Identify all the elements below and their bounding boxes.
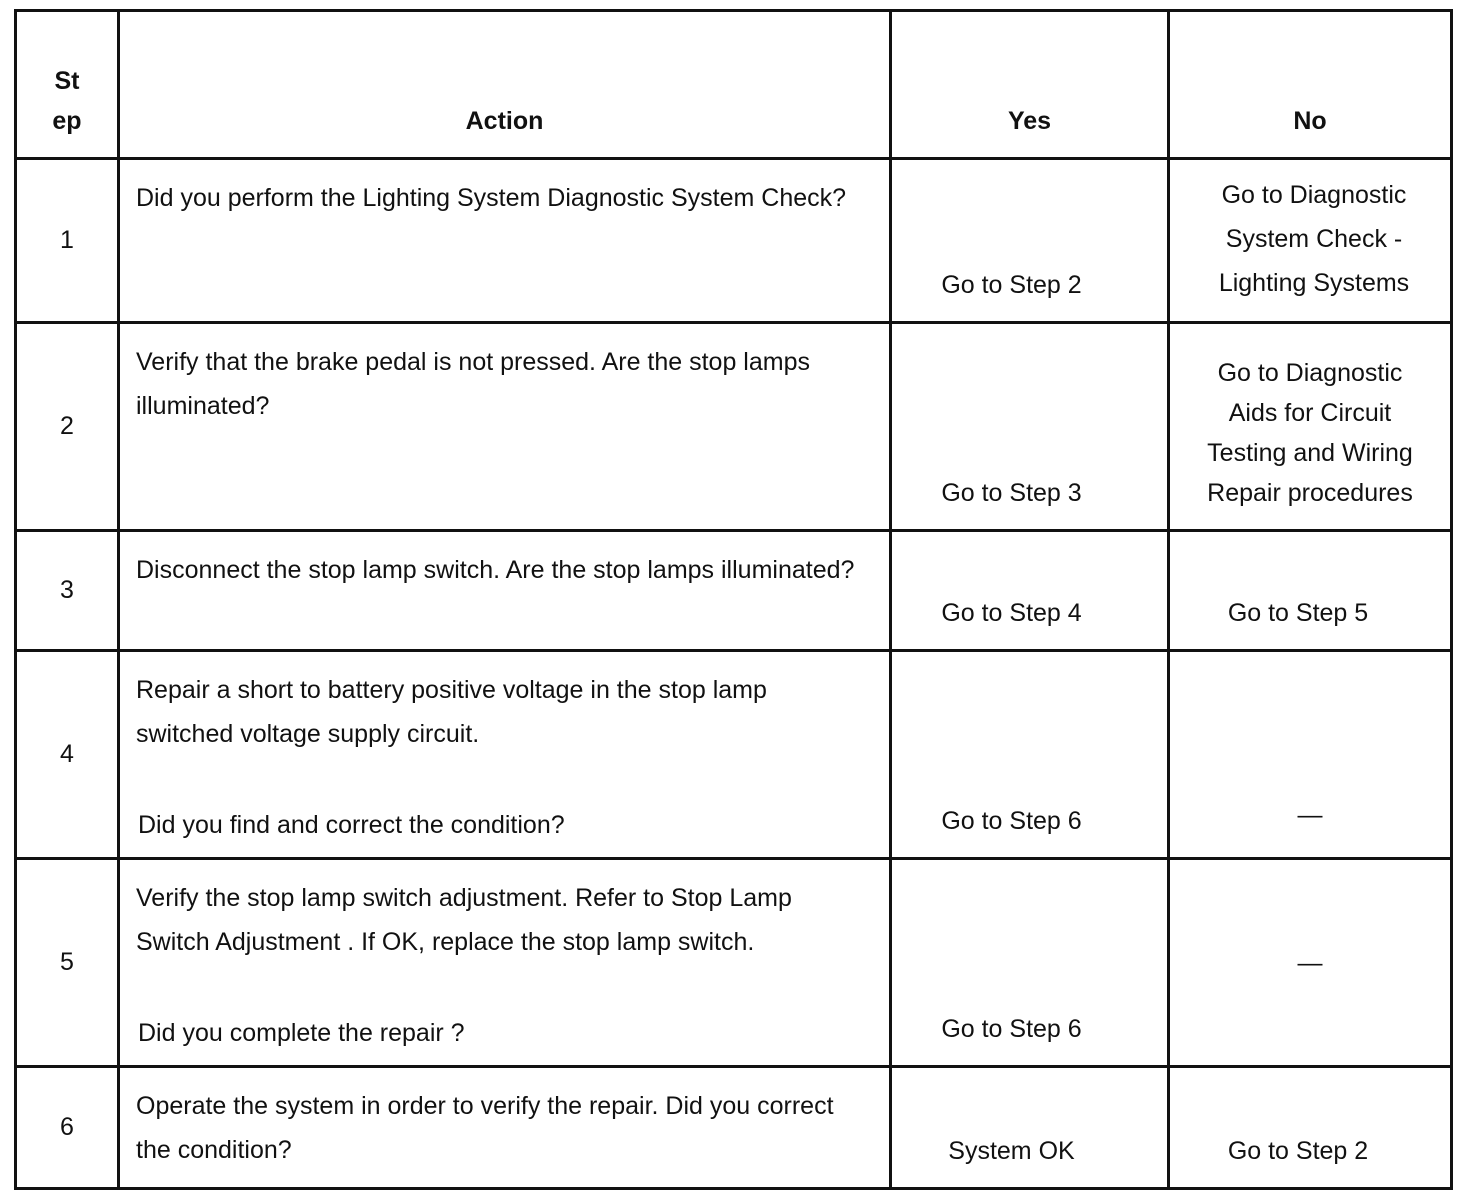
no-cell bbox=[1169, 651, 1452, 859]
yes-link[interactable]: Go to Step 6 bbox=[941, 807, 1082, 835]
action-cell bbox=[119, 531, 891, 651]
no-link[interactable] bbox=[1188, 173, 1440, 305]
table-row bbox=[16, 531, 1452, 651]
no-line: Lighting Systems bbox=[1218, 269, 1410, 297]
header-step-line1: St bbox=[54, 67, 80, 95]
no-cell bbox=[1169, 531, 1452, 651]
yes-link[interactable]: System OK bbox=[948, 1137, 1075, 1165]
step-number: 5 bbox=[16, 859, 119, 1067]
yes-link[interactable]: Go to Step 6 bbox=[941, 1015, 1082, 1043]
yes-cell bbox=[891, 159, 1169, 323]
yes-cell bbox=[891, 531, 1169, 651]
no-link[interactable]: Go to Step 2 bbox=[1227, 1137, 1369, 1165]
no-cell bbox=[1169, 159, 1452, 323]
no-cell bbox=[1169, 323, 1452, 531]
no-link[interactable]: Go to Step 5 bbox=[1227, 599, 1369, 627]
no-line: Testing and Wiring bbox=[1207, 439, 1413, 467]
yes-cell bbox=[891, 1067, 1169, 1189]
step-number: 2 bbox=[16, 323, 119, 531]
table-row bbox=[16, 323, 1452, 531]
no-link[interactable] bbox=[1186, 353, 1434, 513]
action-question: Did you find and correct the condition? bbox=[138, 811, 565, 839]
no-dash: — bbox=[1297, 801, 1323, 829]
action-cell bbox=[119, 1067, 891, 1189]
yes-link[interactable]: Go to Step 4 bbox=[941, 599, 1082, 627]
yes-cell bbox=[891, 323, 1169, 531]
no-cell bbox=[1169, 1067, 1452, 1189]
action-cell bbox=[119, 323, 891, 531]
step-number: 4 bbox=[16, 651, 119, 859]
action-cell bbox=[119, 651, 891, 859]
no-line: Aids for Circuit bbox=[1228, 399, 1392, 427]
table-row bbox=[16, 1067, 1452, 1189]
action-text: Operate the system in order to verify the repair. Did you correct the condition? bbox=[136, 1092, 834, 1164]
header-step bbox=[16, 11, 119, 159]
action-cell bbox=[119, 859, 891, 1067]
no-line: Go to Diagnostic bbox=[1217, 359, 1403, 387]
step-number: 1 bbox=[16, 159, 119, 323]
header-no: No bbox=[1169, 11, 1452, 159]
table-row bbox=[16, 859, 1452, 1067]
no-line: System Check - bbox=[1225, 225, 1403, 253]
yes-link[interactable]: Go to Step 2 bbox=[941, 271, 1082, 299]
action-cell bbox=[119, 159, 891, 323]
header-step-line2: ep bbox=[52, 107, 82, 135]
no-line: Repair procedures bbox=[1207, 479, 1413, 507]
no-cell bbox=[1169, 859, 1452, 1067]
header-yes: Yes bbox=[891, 11, 1169, 159]
action-text: Verify the stop lamp switch adjustment. Refer to Stop Lamp Switch Adjustment . If OK, replace the stop lamp switch. bbox=[136, 884, 792, 956]
yes-cell bbox=[891, 859, 1169, 1067]
no-dash: — bbox=[1297, 948, 1323, 977]
action-text: Verify that the brake pedal is not pressed. Are the stop lamps illuminated? bbox=[136, 348, 810, 420]
no-line: Go to Diagnostic bbox=[1221, 181, 1407, 209]
yes-cell bbox=[891, 651, 1169, 859]
step-number: 6 bbox=[16, 1067, 119, 1189]
action-text: Did you perform the Lighting System Diagnostic System Check? bbox=[136, 184, 847, 212]
table-row bbox=[16, 159, 1452, 323]
action-text: Disconnect the stop lamp switch. Are the stop lamps illuminated? bbox=[136, 556, 855, 584]
diagnostic-table bbox=[14, 9, 1453, 1190]
step-number: 3 bbox=[16, 531, 119, 651]
action-text: Repair a short to battery positive voltage in the stop lamp switched voltage supply circuit. bbox=[136, 676, 767, 748]
table-header-row bbox=[16, 11, 1452, 159]
action-question: Did you complete the repair ? bbox=[138, 1019, 465, 1047]
table-row bbox=[16, 651, 1452, 859]
header-action: Action bbox=[119, 11, 891, 159]
yes-link[interactable]: Go to Step 3 bbox=[941, 479, 1082, 507]
